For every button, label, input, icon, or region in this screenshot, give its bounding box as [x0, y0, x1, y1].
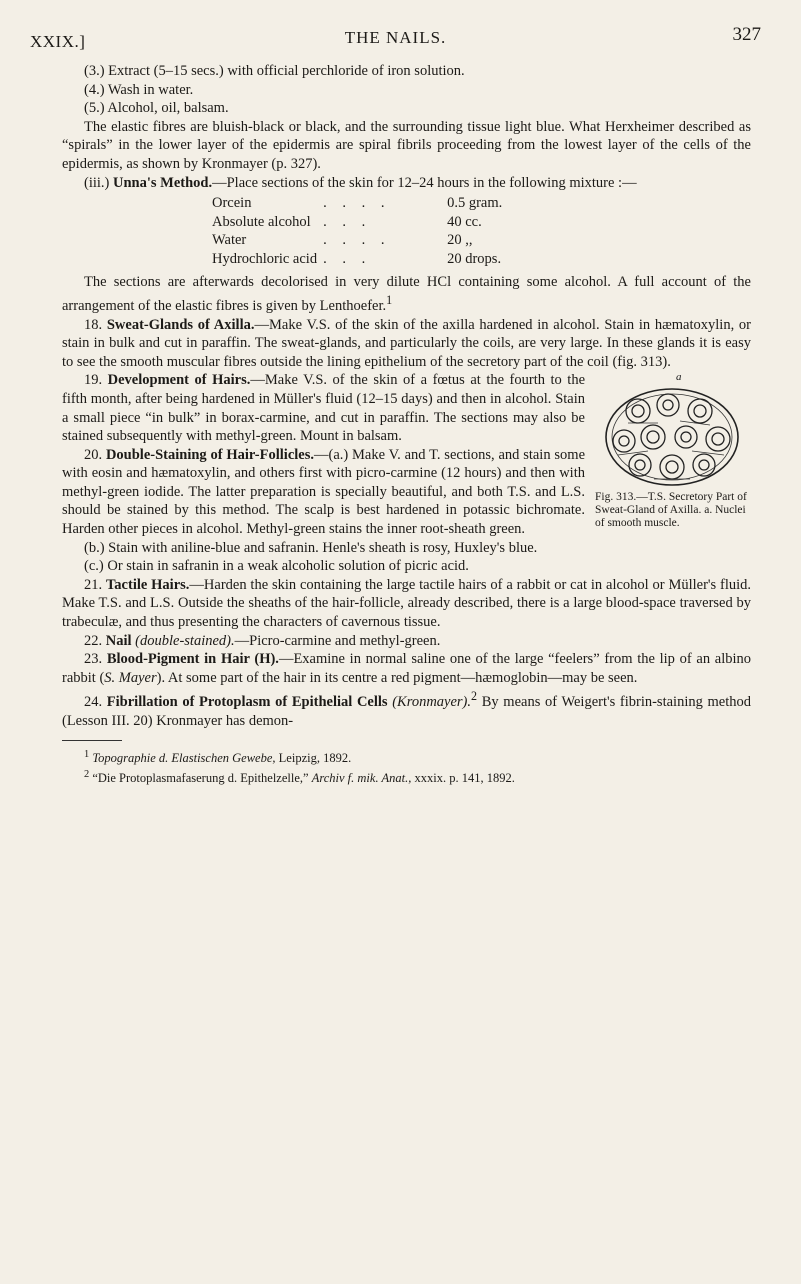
section-heading: Double-Staining of Hair-Follicles. [105, 446, 314, 463]
step-3: (3.) Extract (5–15 secs.) with official perchloride of iron solution. [84, 63, 465, 79]
section-text: —Picro-carmine and methyl-green. [234, 632, 441, 649]
ingredient-qty: 0.5 gram. [447, 195, 503, 212]
paragraph-unna-method [62, 174, 751, 193]
section-heading: Nail [105, 632, 132, 649]
ingredient-name: Water [212, 232, 247, 249]
mixture-row: Hydrochloric acid . . . 20 drops. [212, 250, 502, 267]
section-number: 22. [84, 632, 103, 649]
section-text: By means of Weigert's fibrin-staining method (Lesson III. 20) Kronmayer has demon- [62, 694, 751, 729]
citation: (Kronmayer). [392, 694, 472, 711]
paragraph-20b: (b.) Stain with aniline-blue and safranin. Henle's sheath is rosy, Huxley's blue. [84, 539, 538, 556]
sweat-gland-illustration [598, 371, 748, 489]
section-number: 19. [84, 372, 103, 389]
paragraph-decolorise: The sections are afterwards decolorised in very dilute HCl containing some alcohol. A full account of the arrangement of the elastic fibres is given by Lenthoefer.$^1$ [62, 273, 751, 314]
section-number: 24. [84, 694, 103, 711]
ingredient-qty: 40 cc. [447, 213, 482, 230]
section-heading: Unna's Method. [113, 174, 213, 191]
section-number: (iii.) [84, 174, 110, 191]
section-subheading: (double-stained). [135, 632, 235, 649]
section-text: —(a.) Make V. and T. sections, and stain some with eosin and hæmatoxylin, and others first with picro-carmine (12 hours) and then with methyl-green iodide. The latter preparation is specially beautiful, and both T.S. and L.S. should be stained by this method. The scalp is best hardened in potassic bichromate. Harden other pieces in alcohol. Methyl-green stains the inner root-sheath green. [62, 446, 586, 538]
paragraph-elastic-fibres: The elastic fibres are bluish-black or black, and the surrounding tissue light blue. What Herxheimer described as “spirals” in the lower layer of the epidermis are spiral fibrils proceeding from the lowest layer of the cells of the epidermis, as shown by Kronmayer (p. 327). [62, 118, 751, 172]
mixture-row: Orcein . . . . 0.5 gram. [212, 195, 503, 212]
page-body [62, 62, 751, 786]
footnote-1: $^1$ Topographie d. Elastischen Gewebe, Leipzig, 1892. [84, 749, 352, 766]
page-number: 327 [732, 24, 761, 45]
paragraph-18 [62, 316, 751, 372]
footnote-ref: 2 [471, 689, 478, 704]
footnote-2: $^2$ “Die Protoplasmafaserung d. Epithelzelle,” Archiv f. mik. Anat., xxxix. p. 141, 1892. [84, 768, 515, 785]
section-number: 21. [84, 576, 103, 593]
running-title: THE NAILS. [344, 28, 447, 47]
ingredient-qty: 20 ,, [447, 232, 473, 249]
step-5: (5.) Alcohol, oil, balsam. [84, 100, 229, 117]
ingredient-name: Absolute alcohol [212, 213, 311, 230]
section-heading: Development of Hairs. [107, 372, 251, 389]
figure-313 [595, 371, 751, 530]
section-heading: Tactile Hairs. [105, 576, 190, 593]
ingredient-name: Hydrochloric acid [212, 250, 318, 267]
section-text: —Examine in normal saline one of the large “feelers” from the lip of an albino rabbit ( [62, 651, 751, 686]
section-heading: Sweat-Glands of Axilla. [106, 316, 255, 333]
paragraph-21 [62, 576, 751, 632]
mixture-table [212, 194, 502, 268]
figure-caption: Fig. 313.—T.S. Secretory Part of Sweat-Gland of Axilla. a. Nuclei of smooth muscle. [595, 491, 747, 530]
ingredient-name: Orcein [212, 195, 252, 212]
mixture-row: Absolute alcohol . . . 40 cc. [212, 213, 502, 232]
section-text: —Harden the skin containing the large tactile hairs of a rabbit or cat in alcohol or Müller's fluid. Make T.S. and L.S. Outside the sheaths of the hair-follicle, already described, there is a large blood-space traversed by trabeculæ, and thus presenting the characters of cavernous tissue. [62, 576, 752, 631]
running-header [30, 24, 761, 52]
section-heading: Fibrillation of Protoplasm of Epithelial Cells [106, 694, 388, 711]
footnote-divider [62, 740, 122, 741]
section-number: 18. [84, 316, 103, 333]
section-number: 20. [84, 446, 103, 463]
section-heading: Blood-Pigment in Hair (H). [106, 651, 279, 668]
paragraph-23 [62, 650, 751, 687]
section-text: —Make V.S. of the skin of the axilla hardened in alcohol. Stain in hæmatoxylin, or stain in bulk and cut in paraffin. The sweat-glands, and particularly the coils, are very large. In these glands it is easy to see the smooth muscular fibres outside the lining epithelium of the secretory part of the coil (fig. 313). [62, 316, 751, 370]
section-text: —Make V.S. of the skin of a fœtus at the fourth to the fifth month, after being hardened in Müller's fluid (12–15 days) and then in alcohol. Stain a small piece “in bulk” in borax-carmine, and cut in paraffin. The sections may also be stained subsequently with methyl-green. Mount in balsam. [62, 372, 585, 445]
paragraph-24 [62, 687, 751, 730]
footnote-ref: 1 [386, 293, 393, 308]
figure-letter: a [676, 371, 682, 384]
mixture-row: Water . . . . 20 ,, [212, 231, 502, 250]
section-number: 23. [84, 651, 103, 668]
paragraph-22 [62, 632, 751, 651]
citation: S. Mayer [104, 669, 157, 686]
step-4: (4.) Wash in water. [84, 81, 194, 98]
chapter-number: XXIX.] [30, 32, 86, 51]
ingredient-qty: 20 drops. [447, 250, 502, 267]
paragraph-20c: (c.) Or stain in safranin in a weak alcoholic solution of picric acid. [84, 558, 469, 575]
section-text: —Place sections of the skin for 12–24 hours in the following mixture :— [212, 174, 637, 191]
section-text: ). At some part of the hair in its centre a red pigment—hæmoglobin—may be seen. [156, 669, 638, 686]
